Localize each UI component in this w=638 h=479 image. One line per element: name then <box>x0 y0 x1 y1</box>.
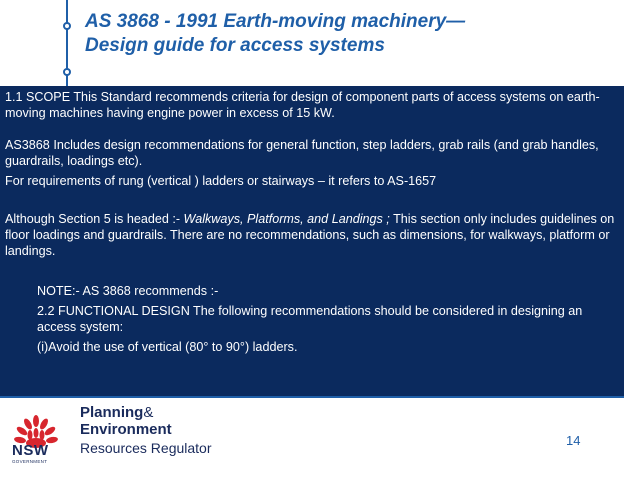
timeline-dot-icon <box>63 68 71 76</box>
avoid-paragraph: (i)Avoid the use of vertical (80° to 90°) ladders. <box>37 340 298 354</box>
slide-title-line2: Design guide for access systems <box>85 35 385 56</box>
rung-paragraph: For requirements of rung (vertical ) ladders or stairways – it refers to AS-1657 <box>5 174 437 188</box>
functional-paragraph: 2.2 FUNCTIONAL DESIGN The following recommendations should be considered in designing an access system: <box>37 304 583 334</box>
page-number: 14 <box>566 433 581 448</box>
logo-planning: Planning <box>80 404 144 421</box>
slide-title <box>85 10 605 58</box>
section5-suffix: This section only includes guidelines on floor loadings and guardrails. There are no recommendations, such as dimensions, for walkways, platform or landings. <box>5 212 615 258</box>
section5-prefix: Although Section 5 is headed :- <box>5 212 184 226</box>
logo-regulator: Resources Regulator <box>80 440 212 456</box>
footer-divider <box>0 396 624 398</box>
slide-title-line1: AS 3868 - 1991 Earth-moving machinery— <box>85 11 466 32</box>
logo-environment: Environment <box>80 421 172 438</box>
timeline-dot-icon <box>63 22 71 30</box>
section5-paragraph <box>5 211 624 259</box>
logo-nsw-text: NSW <box>12 442 49 459</box>
section5-italic: Walkways, Platforms, and Landings ; <box>183 212 390 226</box>
content-panel <box>0 86 624 396</box>
note-paragraph: NOTE:- AS 3868 recommends :- <box>37 284 219 298</box>
logo-ampersand: & <box>143 404 154 421</box>
includes-paragraph: AS3868 Includes design recommendations for general function, step ladders, grab rails (and grab handles, guardrails, loadings etc). <box>5 138 599 168</box>
logo-government-text: GOVERNMENT <box>12 459 48 464</box>
logo-planning-line <box>80 404 153 421</box>
nsw-planning-logo <box>6 402 266 468</box>
scope-paragraph: 1.1 SCOPE This Standard recommends criteria for design of component parts of access systems on earth-moving machines having engine power in excess of 15 kW. <box>5 90 600 120</box>
